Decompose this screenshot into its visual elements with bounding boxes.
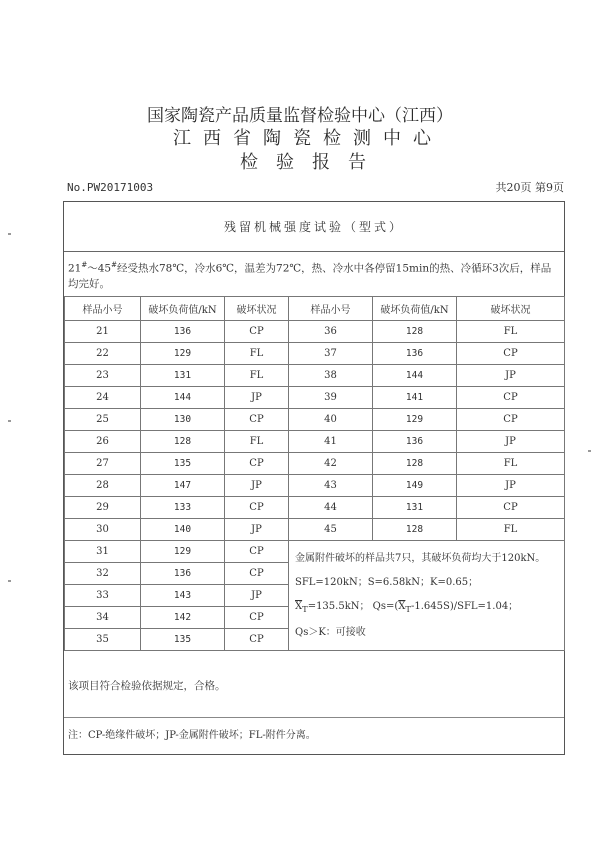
- failure-status-cell: JP: [457, 365, 565, 387]
- sample-no-cell: 30: [65, 519, 141, 541]
- failure-status-cell: CP: [225, 541, 289, 563]
- load-value-cell: 128: [373, 453, 457, 475]
- sample-no-cell: 44: [289, 497, 373, 519]
- table-row: [65, 321, 565, 343]
- table-row: [65, 409, 565, 431]
- table-header-row: [65, 297, 565, 321]
- header-status: 破坏状况: [225, 297, 289, 321]
- load-value-cell: 128: [373, 519, 457, 541]
- report-number: No.PW20171003: [67, 181, 154, 194]
- failure-status-cell: JP: [225, 387, 289, 409]
- failure-status-cell: FL: [225, 431, 289, 453]
- summary-line-2: SFL=120kN；S=6.58kN；K=0.65；: [295, 576, 479, 588]
- load-value-cell: 140: [141, 519, 225, 541]
- sample-no-cell: 40: [289, 409, 373, 431]
- failure-status-cell: CP: [225, 563, 289, 585]
- condition-mark-1: #: [81, 261, 88, 269]
- summary-line-1: 金属附件破坏的样品共7只，其破坏负荷均大于120kN。: [295, 552, 546, 564]
- summary-mean: =135.5kN； Qs=(: [307, 600, 399, 612]
- load-value-cell: 144: [373, 365, 457, 387]
- sample-no-cell: 24: [65, 387, 141, 409]
- sample-no-cell: 35: [65, 629, 141, 651]
- condition-range: ～45: [87, 262, 112, 275]
- test-condition: [68, 258, 560, 292]
- xbar-subscript-2: T: [405, 603, 411, 614]
- sample-no-cell: 22: [65, 343, 141, 365]
- header-load-2: 破坏负荷值/kN: [373, 297, 457, 321]
- sample-no-cell: 39: [289, 387, 373, 409]
- xbar-symbol: $\overline{X}$: [295, 600, 303, 612]
- sample-no-cell: 21: [65, 321, 141, 343]
- xbar-symbol-2: $\overline{X}$: [398, 600, 406, 612]
- page-indicator: 共20页 第9页: [495, 181, 564, 194]
- load-value-cell: 136: [373, 343, 457, 365]
- sample-no-cell: 29: [65, 497, 141, 519]
- failure-status-cell: FL: [457, 321, 565, 343]
- failure-status-cell: CP: [225, 629, 289, 651]
- legend-note: 注：CP-绝缘件破坏；JP-金属附件破坏；FL-附件分离。: [68, 730, 316, 741]
- results-table: [64, 296, 565, 651]
- failure-status-cell: CP: [225, 321, 289, 343]
- failure-status-cell: FL: [457, 519, 565, 541]
- summary-line-4: Qs＞K：可接收: [295, 626, 366, 638]
- load-value-cell: 147: [141, 475, 225, 497]
- table-row: [65, 365, 565, 387]
- table-row: [65, 431, 565, 453]
- failure-status-cell: FL: [457, 453, 565, 475]
- sample-no-cell: 27: [65, 453, 141, 475]
- center-title: 江西省陶瓷检测中心: [173, 128, 443, 149]
- sample-no-cell: 25: [65, 409, 141, 431]
- failure-status-cell: JP: [457, 431, 565, 453]
- failure-status-cell: JP: [457, 475, 565, 497]
- table-row: [65, 519, 565, 541]
- results-body: [65, 321, 565, 651]
- load-value-cell: 136: [141, 563, 225, 585]
- failure-status-cell: JP: [225, 519, 289, 541]
- load-value-cell: 149: [373, 475, 457, 497]
- condition-text: 经受热水78℃，冷水6℃，温差为72℃，热、冷水中各停留15min的热、冷循环3次后，样品均完好。: [68, 262, 552, 290]
- load-value-cell: 133: [141, 497, 225, 519]
- sample-no-cell: 37: [289, 343, 373, 365]
- scan-mark: [8, 580, 11, 582]
- load-value-cell: 128: [141, 431, 225, 453]
- load-value-cell: 135: [141, 453, 225, 475]
- sample-no-cell: 33: [65, 585, 141, 607]
- scan-mark: [8, 420, 11, 422]
- failure-status-cell: FL: [225, 343, 289, 365]
- load-value-cell: 129: [373, 409, 457, 431]
- load-value-cell: 129: [141, 343, 225, 365]
- report-type-title: 检验报告: [240, 152, 384, 173]
- load-value-cell: 131: [373, 497, 457, 519]
- header-load: 破坏负荷值/kN: [141, 297, 225, 321]
- sample-no-cell: 34: [65, 607, 141, 629]
- table-row: [65, 541, 565, 563]
- condition-mark-2: #: [111, 261, 117, 269]
- sample-no-cell: 41: [289, 431, 373, 453]
- header-sample-no: 样品小号: [65, 297, 141, 321]
- failure-status-cell: CP: [457, 387, 565, 409]
- summary-qs: -1.645S)/SFL=1.04；: [410, 600, 519, 612]
- sample-no-cell: 31: [65, 541, 141, 563]
- load-value-cell: 128: [373, 321, 457, 343]
- org-title: 国家陶瓷产品质量监督检验中心（江西）: [147, 106, 453, 126]
- failure-status-cell: CP: [457, 409, 565, 431]
- failure-status-cell: JP: [225, 585, 289, 607]
- load-value-cell: 143: [141, 585, 225, 607]
- header-status-2: 破坏状况: [457, 297, 565, 321]
- failure-status-cell: JP: [225, 475, 289, 497]
- sample-no-cell: 38: [289, 365, 373, 387]
- load-value-cell: 129: [141, 541, 225, 563]
- failure-status-cell: CP: [225, 453, 289, 475]
- sample-no-cell: 26: [65, 431, 141, 453]
- load-value-cell: 136: [373, 431, 457, 453]
- failure-status-cell: CP: [457, 497, 565, 519]
- load-value-cell: 135: [141, 629, 225, 651]
- table-row: [65, 497, 565, 519]
- table-row: [65, 343, 565, 365]
- load-value-cell: 144: [141, 387, 225, 409]
- sample-no-cell: 28: [65, 475, 141, 497]
- load-value-cell: 136: [141, 321, 225, 343]
- failure-status-cell: CP: [225, 409, 289, 431]
- scan-mark: [588, 450, 591, 452]
- load-value-cell: 131: [141, 365, 225, 387]
- conclusion: 该项目符合检验依据规定，合格。: [64, 676, 564, 718]
- report-sheet: [63, 201, 565, 755]
- sample-no-cell: 23: [65, 365, 141, 387]
- sample-no-cell: 42: [289, 453, 373, 475]
- load-value-cell: 141: [373, 387, 457, 409]
- sample-no-cell: 32: [65, 563, 141, 585]
- failure-status-cell: FL: [225, 365, 289, 387]
- load-value-cell: 130: [141, 409, 225, 431]
- sample-no-cell: 45: [289, 519, 373, 541]
- header-sample-no-2: 样品小号: [289, 297, 373, 321]
- table-row: [65, 475, 565, 497]
- sample-no-cell: 36: [289, 321, 373, 343]
- table-row: [65, 387, 565, 409]
- summary-cell: [289, 541, 565, 651]
- sample-no-cell: 43: [289, 475, 373, 497]
- condition-start: 21: [68, 262, 82, 275]
- failure-status-cell: CP: [457, 343, 565, 365]
- failure-status-cell: CP: [225, 607, 289, 629]
- xbar-subscript: T: [302, 603, 308, 614]
- failure-status-cell: CP: [225, 497, 289, 519]
- load-value-cell: 142: [141, 607, 225, 629]
- test-title: 残留机械强度试验（型式）: [64, 202, 564, 252]
- summary-line-3: [295, 595, 564, 621]
- scan-mark: [8, 233, 11, 235]
- table-row: [65, 453, 565, 475]
